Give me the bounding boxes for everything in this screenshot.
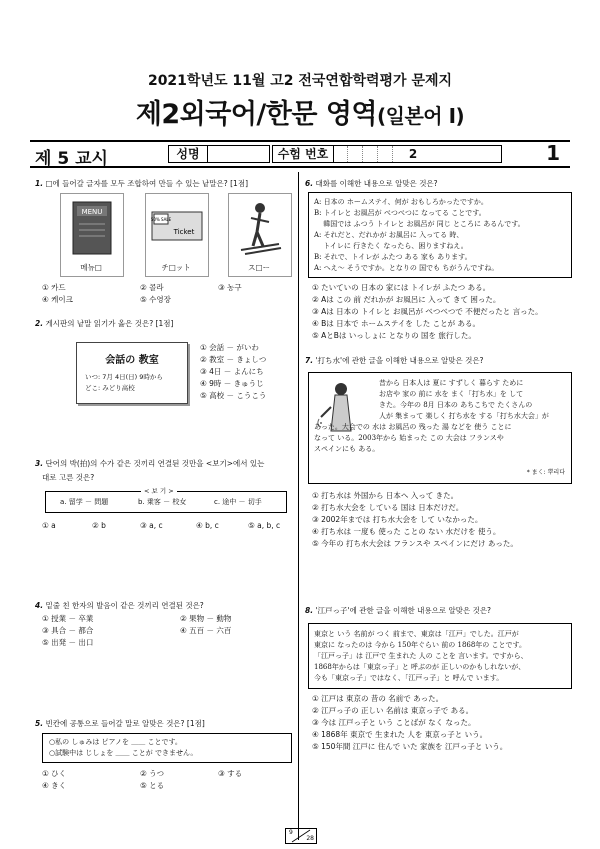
- q7-passage-box: [308, 372, 572, 484]
- dialog-line: 韓国では ふつう トイレと お風呂が 同じ ところに あるんです。: [314, 220, 525, 228]
- choice[interactable]: ② 江戸っ子の 正しい 名前は 東京っ子で ある。: [312, 706, 474, 715]
- bogi-c: c. 途中 － 切手: [214, 498, 262, 506]
- passage-line: きた。今年の 8月 日本の あちこちで たくさんの: [379, 401, 533, 409]
- number-cell: [333, 146, 348, 162]
- bogi-b: b. 乗客 － 校女: [138, 498, 187, 506]
- choice[interactable]: ③ 4日 － よんにち: [200, 367, 264, 376]
- ski-label: ス□ー: [247, 263, 271, 272]
- choice[interactable]: ⑤ AとBは いっしょに となりの 国を 旅行した。: [312, 331, 476, 340]
- choice[interactable]: ④ 五百 － 六百: [180, 626, 232, 635]
- choice[interactable]: ② 콜라: [140, 283, 164, 292]
- number-cell: [348, 146, 363, 162]
- choice[interactable]: ④ きく: [42, 781, 67, 790]
- choice[interactable]: ④ Bは 日本で ホームステイを した ことが ある。: [312, 319, 480, 328]
- exam-title-main: 제2외국어/한문 영역: [135, 99, 378, 130]
- choice[interactable]: ③ する: [218, 769, 243, 778]
- choice[interactable]: ④ b, c: [196, 521, 219, 530]
- choice[interactable]: ① 授業 － 卒業: [42, 614, 94, 623]
- dialog-line: B: それで、トイレが ふたつ ある 家も あります。: [314, 253, 472, 261]
- question-4: 4. 밑줄 친 한자의 발음이 같은 것끼리 연결된 것은?: [35, 601, 204, 610]
- choice[interactable]: ⑤ 高校 － こうこう: [200, 391, 267, 400]
- bogi-a: a. 留学 － 問題: [60, 498, 109, 506]
- board-title: 会話の 教室: [105, 355, 159, 366]
- passage-line: 1868年からは「東京っ子」と 呼ぶのが 正しいのかもしれないが、: [314, 663, 526, 671]
- choice[interactable]: ② Aは この 前 だれかが お風呂に 入って きて 困った。: [312, 295, 501, 304]
- choice[interactable]: ③ 2002年までは 打ち水大会を して いなかった。: [312, 515, 483, 524]
- question-2: 2. 게시판의 낱말 읽기가 옳은 것은? [1점]: [35, 319, 174, 328]
- header-bottom-rule: [30, 166, 570, 168]
- ticket-label: チ□ット: [161, 263, 191, 272]
- choice[interactable]: ① 会話 － がいわ: [200, 343, 259, 352]
- passage-line: お店や 家の 前に 水を まく「打ち水」を して: [379, 390, 524, 398]
- choice[interactable]: ⑤ 수영장: [140, 295, 171, 304]
- choice[interactable]: ④ 1868年 東京で 生まれた 人を 東京っ子と いう。: [312, 730, 488, 739]
- passage-note: * まく: 뿌리다: [526, 469, 565, 476]
- choice[interactable]: ④ 打ち水は 一度も 使った ことの ない 水だけを 使う。: [312, 527, 501, 536]
- exam-number-value: 2: [408, 147, 418, 161]
- notice-board: [76, 342, 188, 404]
- choice[interactable]: ② b: [92, 521, 106, 530]
- current-page: 9: [289, 829, 293, 836]
- passage-line: スペインにも ある。: [314, 445, 380, 453]
- board-when: いつ: 7月 4日(日) 9時から: [85, 373, 163, 381]
- passage-line: 今も「東京っ子」ではなく、「江戸っ子」と 呼んで います。: [314, 674, 504, 682]
- choice[interactable]: ④ 케이크: [42, 295, 73, 304]
- q5-sentence-2: ○試験中は じしょを ＿＿ ことが できません。: [49, 749, 198, 757]
- choice[interactable]: ③ a, c: [140, 521, 163, 530]
- passage-line: なって いる。2003年から 始まった この 大会は フランスや: [314, 434, 504, 442]
- dialog-line: B: トイレと お風呂が べつべつに なってる ことです。: [314, 209, 486, 217]
- question-1: 1. □에 들어갈 글자를 모두 조합하여 만들 수 있는 낱말은? [1점]: [35, 179, 249, 188]
- exam-title-sub: (일본어 I): [377, 104, 465, 128]
- passage-line: 「江戸っ子」は 江戸で 生まれた 人の ことを 言います。ですから、: [314, 652, 528, 660]
- exam-number-field[interactable]: [272, 145, 502, 163]
- bogi-box: [45, 487, 287, 513]
- choice[interactable]: ③ 농구: [218, 283, 242, 292]
- choice[interactable]: ② 打ち水大会を している 国は 日本だけだ。: [312, 503, 464, 512]
- q8-passage-box: [308, 623, 572, 689]
- dialog-line: A: それだと、だれかが お風呂に 入ってる 時、: [314, 231, 464, 239]
- session-label: 제 5 교시: [35, 149, 108, 169]
- passage-line: 昔から 日本人は 夏に すずしく 暮らす ために: [379, 379, 524, 387]
- choice[interactable]: ⑤ 出発 － 出口: [42, 638, 94, 647]
- dialog-line: A: 日本の ホームステイ、何が おもしろかったですか。: [314, 198, 488, 206]
- question-6: 6. 대화를 이해한 내용으로 알맞은 것은?: [305, 179, 438, 188]
- page-number: 1: [546, 141, 560, 165]
- choice[interactable]: ③ 今は 江戸っ子と いう ことばが なく なった。: [312, 718, 476, 727]
- question-5: 5. 빈칸에 공통으로 들어갈 말로 알맞은 것은? [1점]: [35, 719, 205, 728]
- exam-header-line: 2021학년도 11월 고2 전국연합학력평가 문제지: [147, 73, 453, 89]
- svg-text:MENU: MENU: [81, 208, 103, 216]
- question-8: 8. '江戸っ子'에 관한 글을 이해한 내용으로 알맞은 것은?: [305, 606, 492, 615]
- passage-line: あった。大会での 水は お風呂の 残った 湯 などを 使う ことに: [314, 423, 512, 431]
- question-3-cont: 대로 고른 것은?: [42, 473, 95, 482]
- question-3: 3. 단어의 박(拍)의 수가 같은 것끼리 연결된 것만을 <보기>에서 있는: [35, 459, 265, 468]
- dialog-line: トイレに 行きたく なったら、困りますねえ。: [314, 242, 468, 250]
- name-label: 성명: [169, 146, 208, 162]
- choice[interactable]: ② 教室 － きょしつ: [200, 355, 267, 364]
- q5-box: [42, 733, 292, 763]
- choice[interactable]: ⑤ a, b, c: [248, 521, 281, 530]
- number-cell: [378, 146, 393, 162]
- menu-label: 메뉴□: [80, 263, 102, 272]
- choice[interactable]: ⑤ 150年間 江戸に 住んで いた 家族を 江戸っ子と いう。: [312, 742, 508, 751]
- choice[interactable]: ⑤ 今年の 打ち水大会は フランスや スペインにだけ あった。: [312, 539, 518, 548]
- passage-line: 東京と いう 名前が つく 前まで、東京は「江戸」でした。江戸が: [314, 630, 519, 638]
- choice[interactable]: ① たいていの 日本の 家には トイレが ふたつ ある。: [312, 283, 491, 292]
- page-counter: [285, 828, 317, 844]
- name-field[interactable]: [168, 145, 270, 163]
- exam-title: [0, 92, 600, 131]
- question-7: 7. '打ち水'에 관한 글을 이해한 내용으로 알맞은 것은?: [305, 356, 484, 365]
- q6-dialog-box: [308, 192, 572, 278]
- column-divider: [298, 172, 299, 840]
- choice[interactable]: ⑤ とる: [140, 781, 165, 790]
- choice[interactable]: ③ Aは 日本の トイレと お風呂が べつべつで 不便だったと 言った。: [312, 307, 543, 316]
- choice[interactable]: ① 打ち水は 外国から 日本へ 入って きた。: [312, 491, 459, 500]
- passage-line: 人が 集まって 楽しく 打ち水を する「打ち水大会」が: [379, 412, 549, 420]
- total-pages: 28: [306, 835, 314, 842]
- choice[interactable]: ① a: [42, 521, 56, 530]
- choice[interactable]: ① 카드: [42, 283, 66, 292]
- choice[interactable]: ① 江戸は 東京の 昔の 名前で あった。: [312, 694, 444, 703]
- choice[interactable]: ③ 具合 － 都合: [42, 626, 94, 635]
- exam-number-label: 수험 번호: [273, 146, 334, 162]
- svg-text:Ticket: Ticket: [173, 228, 195, 236]
- choice[interactable]: ② 果物 － 動物: [180, 614, 232, 623]
- header-top-rule: [30, 140, 570, 142]
- board-where: どこ: みどり高校: [85, 384, 135, 392]
- dialog-line: A: へえ～ そうですか。となりの 国でも ちがうんですね。: [314, 264, 499, 272]
- bogi-label: < 보 기 >: [141, 486, 177, 495]
- choice[interactable]: ④ 9時 － きゅうじ: [200, 379, 264, 388]
- choice[interactable]: ① ひく: [42, 769, 67, 778]
- q5-sentence-1: ○私の しゅみは ピアノを ＿＿ ことです。: [49, 738, 182, 746]
- svg-text:50% SALE: 50% SALE: [150, 217, 172, 222]
- passage-line: 東京に なったのは 今から 150年ぐらい 前の 1868年の ことです。: [314, 641, 526, 649]
- number-cell: [363, 146, 378, 162]
- choice[interactable]: ② うつ: [140, 769, 165, 778]
